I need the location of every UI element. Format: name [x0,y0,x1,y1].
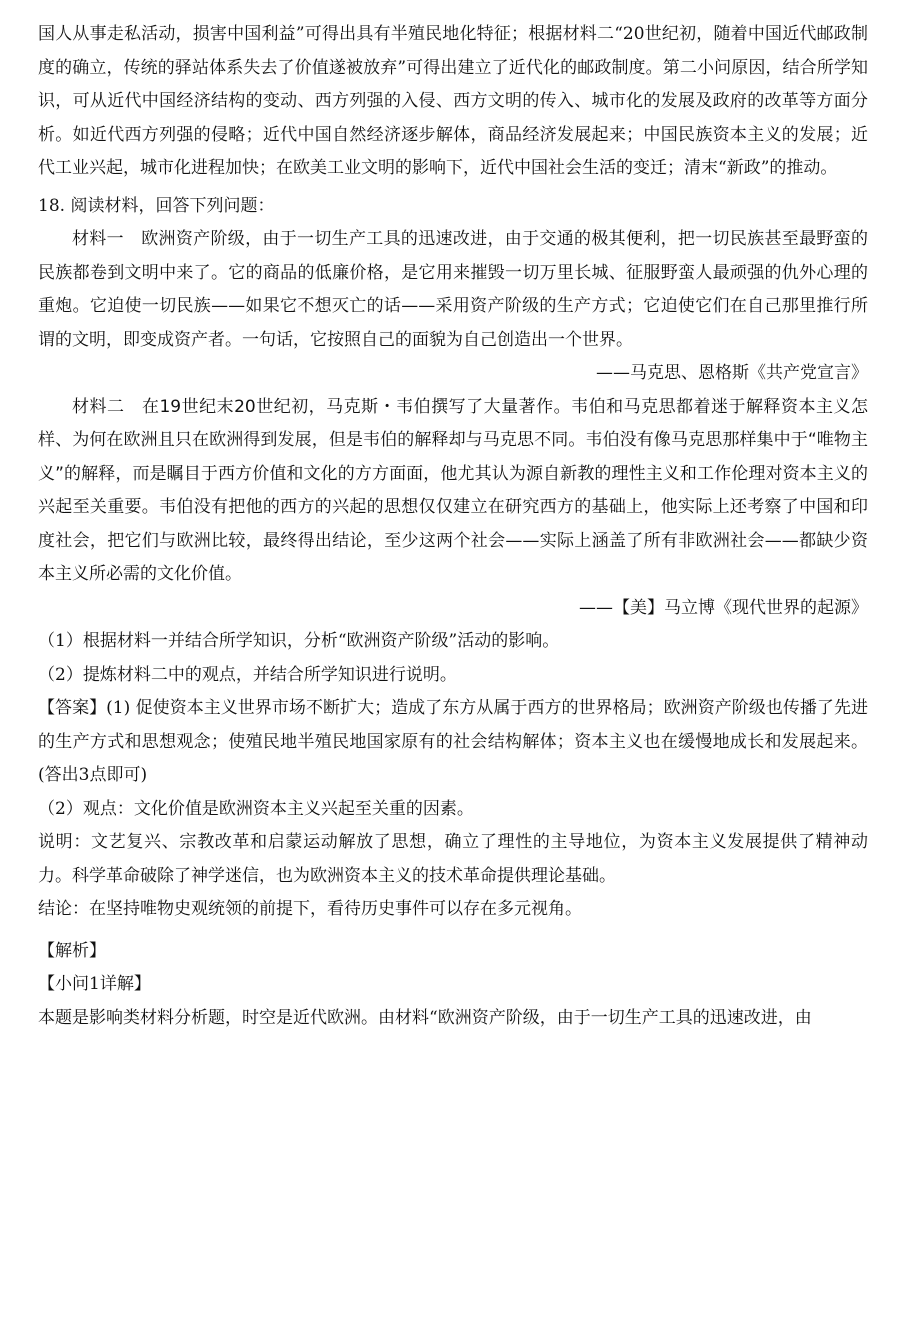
answer-2-conclusion: 结论：在坚持唯物史观统领的前提下，看待历史事件可以存在多元视角。 [38,899,582,919]
material-one-source: ——马克思、恩格斯《共产党宣言》 [596,363,868,383]
question-stem: 18. 阅读材料，回答下列问题： [38,195,275,216]
analysis-sub-heading: 【小问1详解】 [38,974,151,994]
material-two-source: ——【美】马立博《现代世界的起源》 [579,597,868,618]
answer-2-explanation: 说明：文艺复兴、宗教改革和启蒙运动解放了思想，确立了理性的主导地位，为资本主义发展提供了精神动力。科学革命破除了神学迷信，也为欧洲资本主义的技术革命提供理论基础。 [38,832,868,886]
sub-question-1: （1）根据材料一并结合所学知识，分析“欧洲资产阶级”活动的影响。 [38,631,560,651]
document-page [38,18,868,1035]
analysis-text: 本题是影响类材料分析题，时空是近代欧洲。由材料“欧洲资产阶级，由于一切生产工具的迅速改进，由 [38,1007,812,1028]
analysis-heading: 【解析】 [38,940,106,961]
answer-2-view: （2）观点：文化价值是欧洲资本主义兴起至关重的因素。 [38,798,474,819]
material-one: 材料一 欧洲资产阶级，由于一切生产工具的迅速改进，由于交通的极其便利，把一切民族甚至最野蛮的民族都卷到文明中来了。它的商品的低廉价格，是它用来摧毁一切万里长城、征服野蛮人最顽强的仇外心理的重炮。它迫使一切民族——如果它不想灭亡的话——采用资产阶级的生产方式；它迫使它们在自己那里推行所谓的文明，即变成资产者。一句话，它按照自己的面貌为自己创造出一个世界。 [38,229,868,350]
continued-analysis: 国人从事走私活动，损害中国利益”可得出具有半殖民地化特征；根据材料二“20世纪初，随着中国近代邮政制度的确立，传统的驿站体系失去了价值遂被放弃”可得出建立了近代化的邮政制度。第二小问原因，结合所学知识，可从近代中国经济结构的变动、西方列强的入侵、西方文明的传入、城市化的发展及政府的改革等方面分析。如近代西方列强的侵略；近代中国自然经济逐步解体，商品经济发展起来；中国民族资本主义的发展；近代工业兴起，城市化进程加快；在欧美工业文明的影响下，近代中国社会生活的变迁；清末“新政”的推动。 [38,24,868,178]
material-two: 材料二 在19世纪末20世纪初，马克斯・韦伯撰写了大量著作。韦伯和马克思都着迷于解释资本主义怎样、为何在欧洲且只在欧洲得到发展，但是韦伯的解释却与马克思不同。韦伯没有像马克思那样集中于“唯物主义”的解释，而是瞩目于西方价值和文化的方方面面，他尤其认为源自新教的理性主义和工作伦理对资本主义的兴起至关重要。韦伯没有把他的西方的兴起的思想仅仅建立在研究西方的基础上，他实际上还考察了中国和印度社会，把它们与欧洲比较，最终得出结论，至少这两个社会——实际上涵盖了所有非欧洲社会——都缺少资本主义所必需的文化价值。 [38,396,868,584]
sub-question-2: （2）提炼材料二中的观点，并结合所学知识进行说明。 [38,664,457,685]
answer-1: 【答案】(1) 促使资本主义世界市场不断扩大；造成了东方从属于西方的世界格局；欧洲资产阶级也传播了先进的生产方式和思想观念；使殖民地半殖民地国家原有的社会结构解体；资本主义也在缓慢地成长和发展起来。(答出3点即可) [38,698,868,785]
